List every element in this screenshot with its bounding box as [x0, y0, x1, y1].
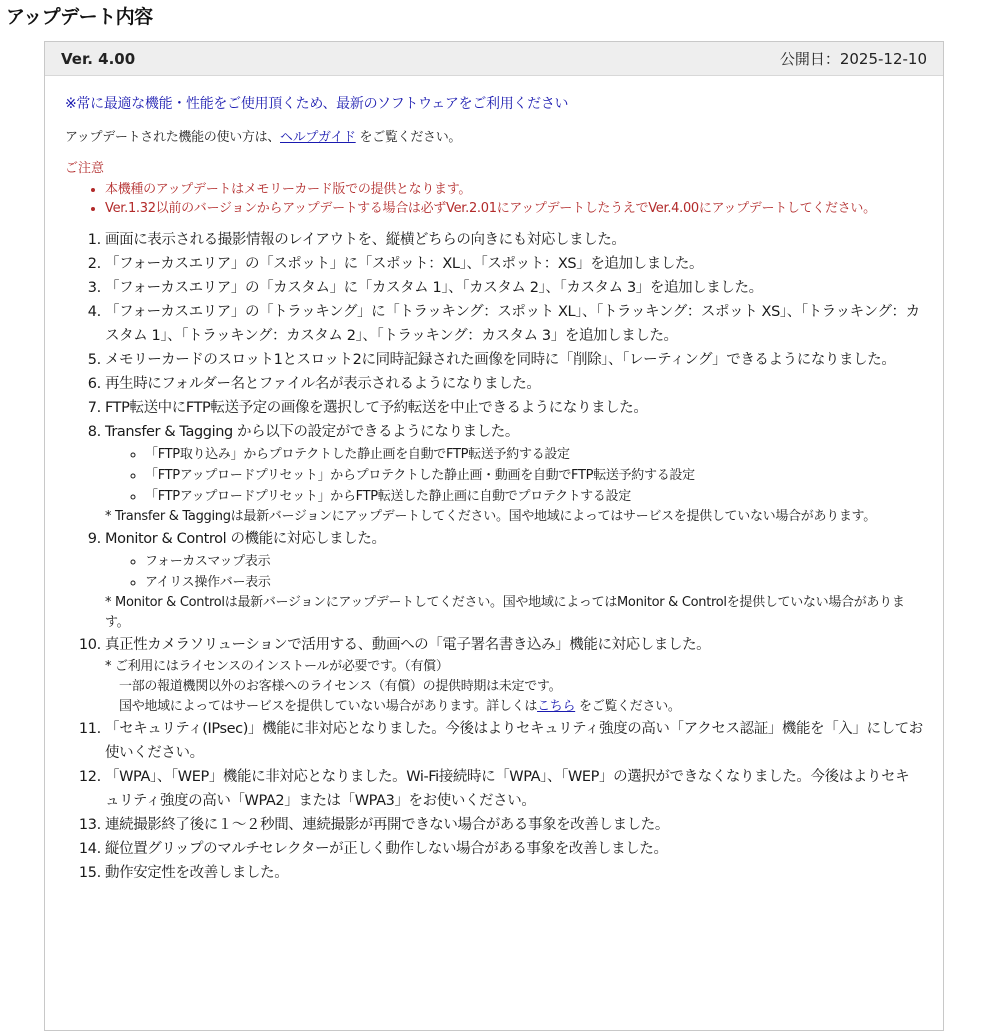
update-item-text: 連続撮影終了後に１～２秒間、連続撮影が再開できない場合がある事象を改善しました。 — [105, 817, 669, 833]
update-item — [105, 633, 923, 717]
update-item — [105, 372, 923, 396]
caution-item: • 本機種のアップデートはメモリーカード版での提供となります。 — [105, 180, 923, 199]
region-note-suffix: をご覧ください。 — [575, 699, 681, 714]
publish-date: 公開日：2025-12-10 — [779, 50, 927, 68]
sub-item: ◦ アイリス操作バー表示 — [145, 572, 923, 593]
update-item — [105, 420, 923, 527]
update-item — [105, 527, 923, 633]
details-link[interactable]: こちら — [537, 699, 576, 714]
update-item — [105, 276, 923, 300]
help-guide-prefix: アップデートされた機能の使い方は、 — [65, 130, 280, 145]
update-item-text: 「フォーカスエリア」の「トラッキング」に「トラッキング：スポット XL」、「トラッキング：スポット XS」、「トラッキング：カスタム 1」、「トラッキング：カスタム 2」、「トラッキング：カスタム 3」を追加しました。 — [105, 304, 920, 344]
update-item — [105, 837, 923, 861]
transfer-tagging-note: * Transfer & Taggingは最新バージョンにアップデートしてください。国や地域によってはサービスを提供していない場合があります。 — [105, 509, 876, 524]
update-item — [105, 252, 923, 276]
page-title: アップデート内容 — [6, 6, 153, 28]
update-item-text: 「セキュリティ(IPsec)」機能に非対応となりました。今後はよりセキュリティ強度の高い「アクセス認証」機能を「入」にしてお使いください。 — [105, 721, 923, 761]
update-item — [105, 300, 923, 348]
update-item — [105, 396, 923, 420]
update-item-text: Monitor & Control の機能に対応しました。 — [105, 531, 386, 547]
update-item-list — [65, 228, 923, 885]
update-item — [105, 717, 923, 765]
update-item-text: 縦位置グリップのマルチセレクターが正しく動作しない場合がある事象を改善しました。 — [105, 841, 668, 857]
update-item-text: FTP転送中にFTP転送予定の画像を選択して予約転送を中止できるようになりました。 — [105, 400, 648, 416]
panel-body — [45, 94, 943, 885]
update-item-text: 再生時にフォルダー名とファイル名が表示されるようになりました。 — [105, 376, 541, 392]
caution-list — [65, 180, 923, 218]
caution-item: • Ver.1.32以前のバージョンからアップデートする場合は必ずVer.2.01にアップデートしたうえでVer.4.00にアップデートしてください。 — [105, 199, 923, 218]
monitor-control-note: * Monitor & Controlは最新バージョンにアップデートしてください。国や地域によってはMonitor & Controlを提供していない場合があります。 — [105, 595, 905, 630]
update-item-text: 真正性カメラソリューションで活用する、動画への「電子署名書き込み」機能に対応しました。 — [105, 637, 711, 653]
update-item — [105, 813, 923, 837]
update-item-text: 「フォーカスエリア」の「カスタム」に「カスタム 1」、「カスタム 2」、「カスタム 3」を追加しました。 — [105, 280, 763, 296]
sub-item: ◦ 「FTPアップロードプリセット」からプロテクトした静止画・動画を自動でFTP転送予約する設定 — [145, 465, 923, 486]
latest-software-notice: ※常に最適な機能・性能をご使用頂くため、最新のソフトウェアをご利用ください — [65, 96, 569, 112]
update-item — [105, 765, 923, 813]
update-item-text: 「フォーカスエリア」の「スポット」に「スポット：XL」、「スポット：XS」を追加しました。 — [105, 256, 704, 272]
update-item-text: 「WPA」、「WEP」機能に非対応となりました。Wi-Fi接続時に「WPA」、「WEP」の選択ができなくなりました。今後はよりセキュリティ強度の高い「WPA2」または「WPA3」をお使いください。 — [105, 769, 910, 809]
license-note: * ご利用にはライセンスのインストールが必要です。（有償） — [105, 659, 449, 674]
monitor-control-sublist — [105, 551, 923, 593]
sub-item: ◦ フォーカスマップ表示 — [145, 551, 923, 572]
help-guide-text — [65, 128, 923, 148]
update-item-text: 動作安定性を改善しました。 — [105, 865, 289, 881]
panel-header — [45, 42, 943, 76]
update-item — [105, 228, 923, 252]
update-item — [105, 861, 923, 885]
update-panel — [44, 41, 944, 1031]
region-note-prefix: 国や地域によってはサービスを提供していない場合があります。詳しくは — [119, 699, 538, 714]
caution-title: ご注意 — [65, 161, 105, 176]
help-guide-link[interactable]: ヘルプガイド — [280, 130, 356, 145]
sub-item: ◦ 「FTPアップロードプリセット」からFTP転送した静止画に自動でプロテクトする設定 — [145, 486, 923, 507]
version-label: Ver. 4.00 — [61, 49, 136, 68]
update-item-text: Transfer & Tagging から以下の設定ができるようになりました。 — [105, 424, 520, 440]
transfer-tagging-sublist — [105, 444, 923, 507]
help-guide-suffix: をご覧ください。 — [355, 130, 462, 145]
license-note-detail: 一部の報道機関以外のお客様へのライセンス（有償）の提供時期は未定です。 — [119, 679, 562, 694]
update-item-text: メモリーカードのスロット1とスロット2に同時記録された画像を同時に「削除」、「レーティング」できるようになりました。 — [105, 352, 896, 368]
region-note — [105, 697, 923, 717]
sub-item: ◦ 「FTP取り込み」からプロテクトした静止画を自動でFTP転送予約する設定 — [145, 444, 923, 465]
update-item — [105, 348, 923, 372]
update-item-text: 画面に表示される撮影情報のレイアウトを、縦横どちらの向きにも対応しました。 — [105, 232, 626, 248]
